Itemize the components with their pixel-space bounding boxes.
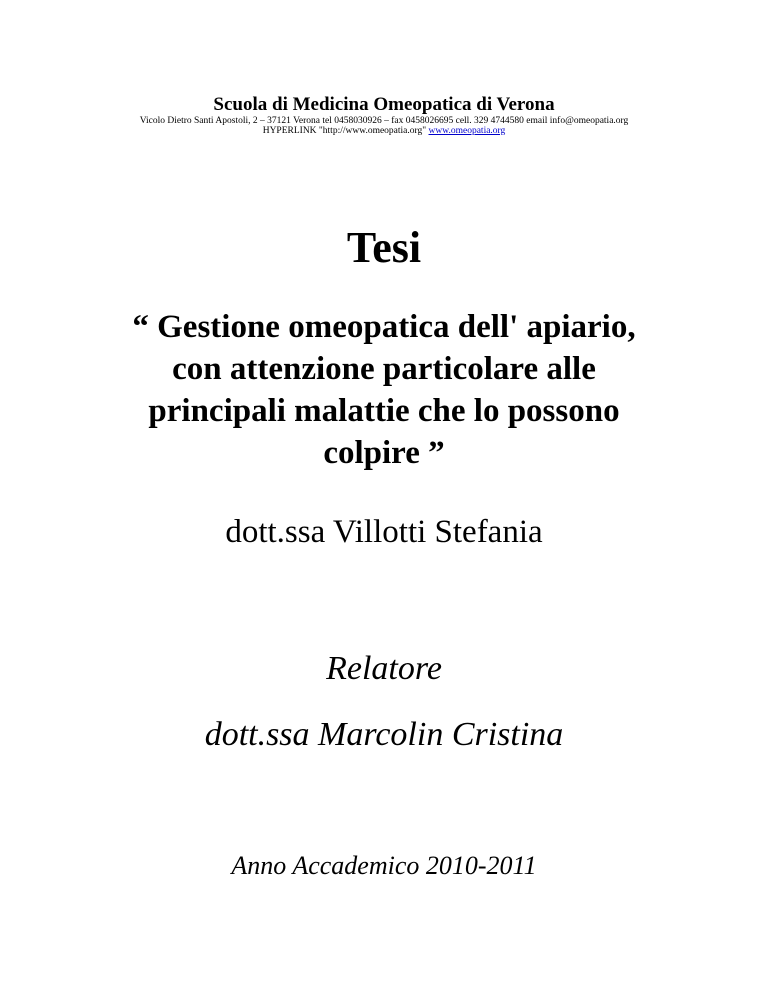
hyperlink-field-code: HYPERLINK "http://www.omeopatia.org"	[262, 126, 429, 136]
advisor-name: dott.ssa Marcolin Cristina	[204, 716, 564, 753]
academic-year: Anno Accademico 2010-2011	[231, 851, 537, 880]
school-address: Vicolo Dietro Santi Apostoli, 2 – 37121 Verona tel 0458030926 – fax 0458026695 cell. 329 4744580 email info@omeopatia.org	[139, 116, 629, 126]
school-name: Scuola di Medicina Omeopatica di Verona	[213, 94, 555, 115]
website-link[interactable]: www.omeopatia.org	[428, 126, 506, 136]
school-header	[0, 94, 768, 136]
thesis-title: “ Gestione omeopatica dell' apiario, con attenzione particolare alle principali malattie che lo possono colpire ”	[132, 309, 636, 471]
author-name: dott.ssa Villotti Stefania	[225, 514, 543, 550]
hyperlink-line	[0, 126, 768, 136]
document-type: Tesi	[346, 223, 422, 272]
advisor-label: Relatore	[326, 650, 442, 687]
